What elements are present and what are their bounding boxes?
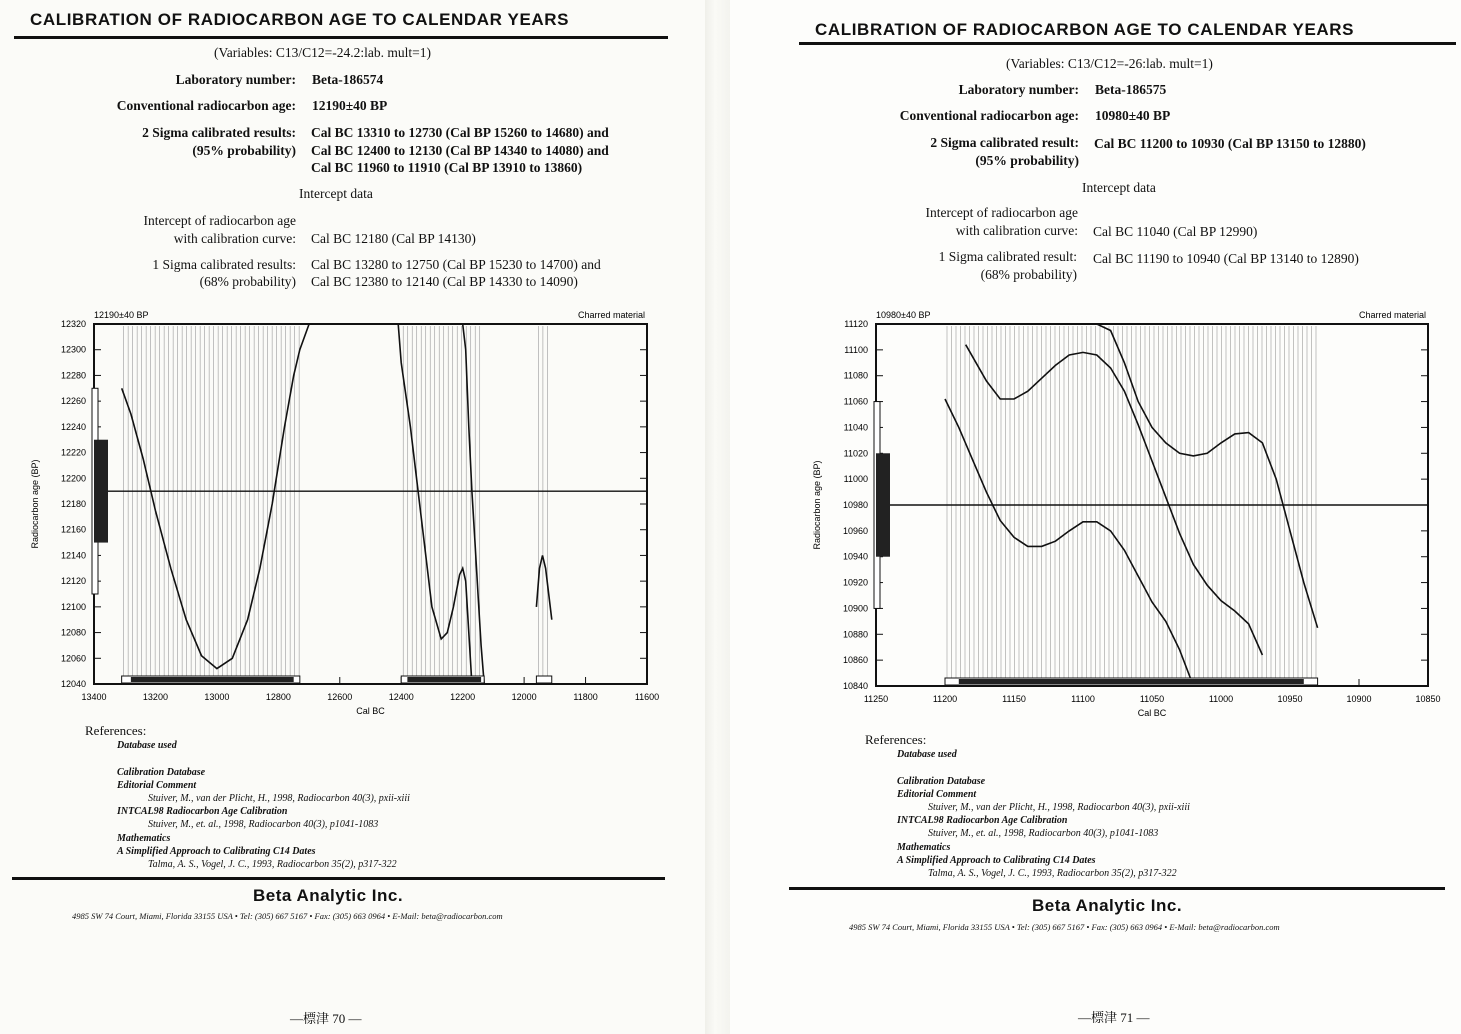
left-page [0,0,705,1034]
chart-sample-label: 12190±40 BP [94,310,149,320]
sigma1-probability: (68% probability) [199,274,296,289]
y-tick-label: 12200 [60,473,86,484]
x-tick-label: 11150 [1002,694,1026,704]
lab-number-label: Laboratory number: [958,82,1079,97]
conventional-age-value: 12190±40 BP [312,98,388,113]
y-tick-label: 12240 [60,421,86,432]
sigma2-probability: (95% probability) [192,143,296,158]
lab-number-value: Beta-186574 [312,72,384,87]
sigma2-result: Cal BC 11960 to 11910 (Cal BP 13910 to 13860) [311,160,583,175]
intercept-label: with calibration curve: [955,223,1078,238]
reference-line: Editorial Comment [897,788,977,800]
y-tick-label: 11120 [844,319,868,329]
reference-line: Stuiver, M., et. al., 1998, Radiocarbon 40(3), p1041-1083 [148,819,379,831]
x-tick-label: 12000 [511,692,537,702]
y-tick-label: 10920 [842,577,868,588]
reference-line: INTCAL98 Radiocarbon Age Calibration [117,806,288,818]
sigma1-result: Cal BC 13280 to 12750 (Cal BP 15230 to 14700) and [311,257,601,272]
reference-line: Calibration Database [117,766,206,778]
sigma2-result: Cal BC 11200 to 10930 (Cal BP 13150 to 12880) [1094,136,1366,151]
reference-line: Editorial Comment [117,779,197,791]
y-tick-label: 12260 [60,396,86,407]
reference-line [85,752,410,765]
x-tick-label: 10950 [1277,694,1303,704]
conventional-age-label: Conventional radiocarbon age: [899,108,1079,123]
y-tick-label: 10840 [842,681,868,691]
calibration-chart [0,300,705,725]
company-address: 4985 SW 74 Court, Miami, Florida 33155 USA • Tel: (305) 667 5167 • Fax: (305) 663 0964 • E-Mail: beta@radiocarbon.com [72,911,503,921]
x-tick-label: 11100 [1071,694,1095,704]
sigma1-result: Cal BC 11190 to 10940 (Cal BP 13140 to 12890) [1093,251,1359,266]
conventional-age-label: Conventional radiocarbon age: [116,98,296,113]
page-gutter [705,0,730,1034]
one-sigma-bar [959,679,1304,684]
y-tick-label: 10960 [842,525,868,536]
y-tick-label: 12040 [60,679,86,689]
calibration-curve [1028,324,1318,628]
references-list [85,739,410,871]
y-tick-label: 11040 [843,422,868,433]
y-tick-label: 11060 [843,396,868,407]
y-tick-label: 12160 [60,524,86,535]
calibration-curve [398,324,484,684]
page-number: —標津 70 — [290,1011,362,1026]
page-title: CALIBRATION OF RADIOCARBON AGE TO CALENDAR YEARS [815,20,1355,39]
sigma1-result: Cal BC 12380 to 12140 (Cal BP 14330 to 14090) [311,274,578,289]
two-sigma-bar [536,676,551,683]
x-axis-label: Cal BC [356,706,385,716]
chart-material-label: Charred material [577,310,645,320]
y-axis-label: Radiocarbon age (BP) [812,460,822,550]
x-tick-label: 12800 [265,692,291,702]
intercept-label: Intercept of radiocarbon age [143,213,296,228]
y-tick-label: 12300 [60,344,86,355]
page-number: —標津 71 — [1078,1010,1150,1025]
variables-text: (Variables: C13/C12=-24.2:lab. mult=1) [214,45,431,60]
reference-line: Stuiver, M., van der Plicht, H., 1998, Radiocarbon 40(3), pxii-xiii [928,802,1190,814]
intercept-value: Cal BC 11040 (Cal BP 12990) [1093,224,1258,239]
x-axis-label: Cal BC [1137,708,1167,718]
y-tick-label: 12100 [60,601,86,612]
chart-sample-label: 10980±40 BP [876,310,931,320]
page-title: CALIBRATION OF RADIOCARBON AGE TO CALENDAR YEARS [30,10,570,29]
right-page [730,0,1461,1034]
x-tick-label: 13200 [142,692,168,702]
y-tick-label: 12060 [60,653,86,664]
conventional-age-value: 10980±40 BP [1095,108,1171,123]
lab-number-value: Beta-186575 [1095,82,1167,97]
sigma1-label: 1 Sigma calibrated result: [938,249,1077,264]
calibration-chart [730,300,1461,730]
y-tick-label: 12320 [60,319,86,329]
one-sigma-bar [131,677,294,682]
company-address: 4985 SW 74 Court, Miami, Florida 33155 USA • Tel: (305) 667 5167 • Fax: (305) 663 0964 • E-Mail: beta@radiocarbon.com [849,922,1280,932]
y-tick-label: 11100 [844,344,868,355]
references-block [85,724,410,871]
x-tick-label: 11050 [1139,694,1165,704]
y-tick-label: 12140 [60,550,86,561]
x-tick-label: 13000 [204,692,230,702]
y-tick-label: 12220 [60,447,86,458]
plot-frame [94,324,647,684]
x-tick-label: 12200 [450,692,476,702]
intercept-heading: Intercept data [1082,180,1156,195]
references-block [865,733,1190,880]
x-tick-label: 12600 [327,692,353,702]
sigma2-label: 2 Sigma calibrated results: [142,125,296,140]
y-tick-label: 11080 [843,370,868,381]
variables-text: (Variables: C13/C12=-26:lab. mult=1) [1006,56,1213,71]
calibration-curve [122,324,312,669]
sigma1-label: 1 Sigma calibrated results: [152,257,296,272]
footer-rule [789,887,1445,890]
x-tick-label: 11250 [863,694,889,704]
sigma2-probability: (95% probability) [975,153,1079,168]
age-1sigma-bar [876,453,890,556]
x-tick-label: 11000 [1208,694,1234,704]
references-heading: References: [865,732,927,747]
footer-rule [12,877,665,880]
y-tick-label: 11020 [843,448,868,459]
sigma1-probability: (68% probability) [980,267,1077,282]
age-1sigma-bar [94,440,108,543]
title-rule [14,36,668,39]
y-tick-label: 12180 [60,499,86,509]
intercept-label: with calibration curve: [173,231,296,246]
one-sigma-bar [407,677,481,682]
x-tick-label: 13400 [81,692,107,702]
sigma2-result: Cal BC 13310 to 12730 (Cal BP 15260 to 14680) and [311,125,609,140]
y-tick-label: 11000 [843,474,868,485]
intercept-label: Intercept of radiocarbon age [925,205,1078,220]
sigma2-result: Cal BC 12400 to 12130 (Cal BP 14340 to 14080) and [311,143,609,158]
reference-line: Talma, A. S., Vogel, J. C., 1993, Radiocarbon 35(2), p317-322 [148,859,397,871]
reference-line: Calibration Database [897,775,986,787]
company-name: Beta Analytic Inc. [253,886,404,905]
reference-line: Database used [897,749,957,761]
y-tick-label: 10940 [842,551,868,562]
y-tick-label: 10860 [842,655,868,666]
reference-line: Talma, A. S., Vogel, J. C., 1993, Radiocarbon 35(2), p317-322 [928,868,1177,880]
x-tick-label: 11200 [932,694,958,704]
reference-line [865,761,1190,774]
reference-line: Database used [117,740,177,752]
reference-line: Stuiver, M., et. al., 1998, Radiocarbon 40(3), p1041-1083 [928,828,1159,840]
intercept-heading: Intercept data [299,186,373,201]
x-tick-label: 10850 [1415,694,1441,704]
references-list [865,748,1190,880]
y-tick-label: 12280 [60,370,86,381]
chart-material-label: Charred material [1358,310,1426,320]
y-tick-label: 10880 [842,629,868,640]
y-tick-label: 12080 [60,627,86,638]
reference-line: Stuiver, M., van der Plicht, H., 1998, Radiocarbon 40(3), pxii-xiii [148,793,410,805]
y-tick-label: 12120 [60,576,86,587]
x-tick-label: 11600 [634,692,660,702]
calibration-curve [536,555,551,619]
company-name: Beta Analytic Inc. [1032,896,1183,915]
x-tick-label: 11800 [573,692,598,702]
y-axis-label: Radiocarbon age (BP) [30,459,40,549]
y-tick-label: 10980 [842,500,868,510]
reference-line: INTCAL98 Radiocarbon Age Calibration [897,815,1068,827]
reference-line: Mathematics [897,841,951,853]
x-tick-label: 12400 [388,692,414,702]
title-rule [799,42,1456,45]
reference-line: A Simplified Approach to Calibrating C14 Dates [897,854,1096,866]
calibration-curve [945,399,1193,686]
references-heading: References: [85,723,147,738]
y-tick-label: 10900 [842,603,868,614]
x-tick-label: 10900 [1346,694,1372,704]
sigma2-label: 2 Sigma calibrated result: [930,135,1079,150]
intercept-value: Cal BC 12180 (Cal BP 14130) [311,231,476,246]
reference-line: A Simplified Approach to Calibrating C14 Dates [117,845,316,857]
lab-number-label: Laboratory number: [175,72,296,87]
reference-line: Mathematics [117,832,171,844]
